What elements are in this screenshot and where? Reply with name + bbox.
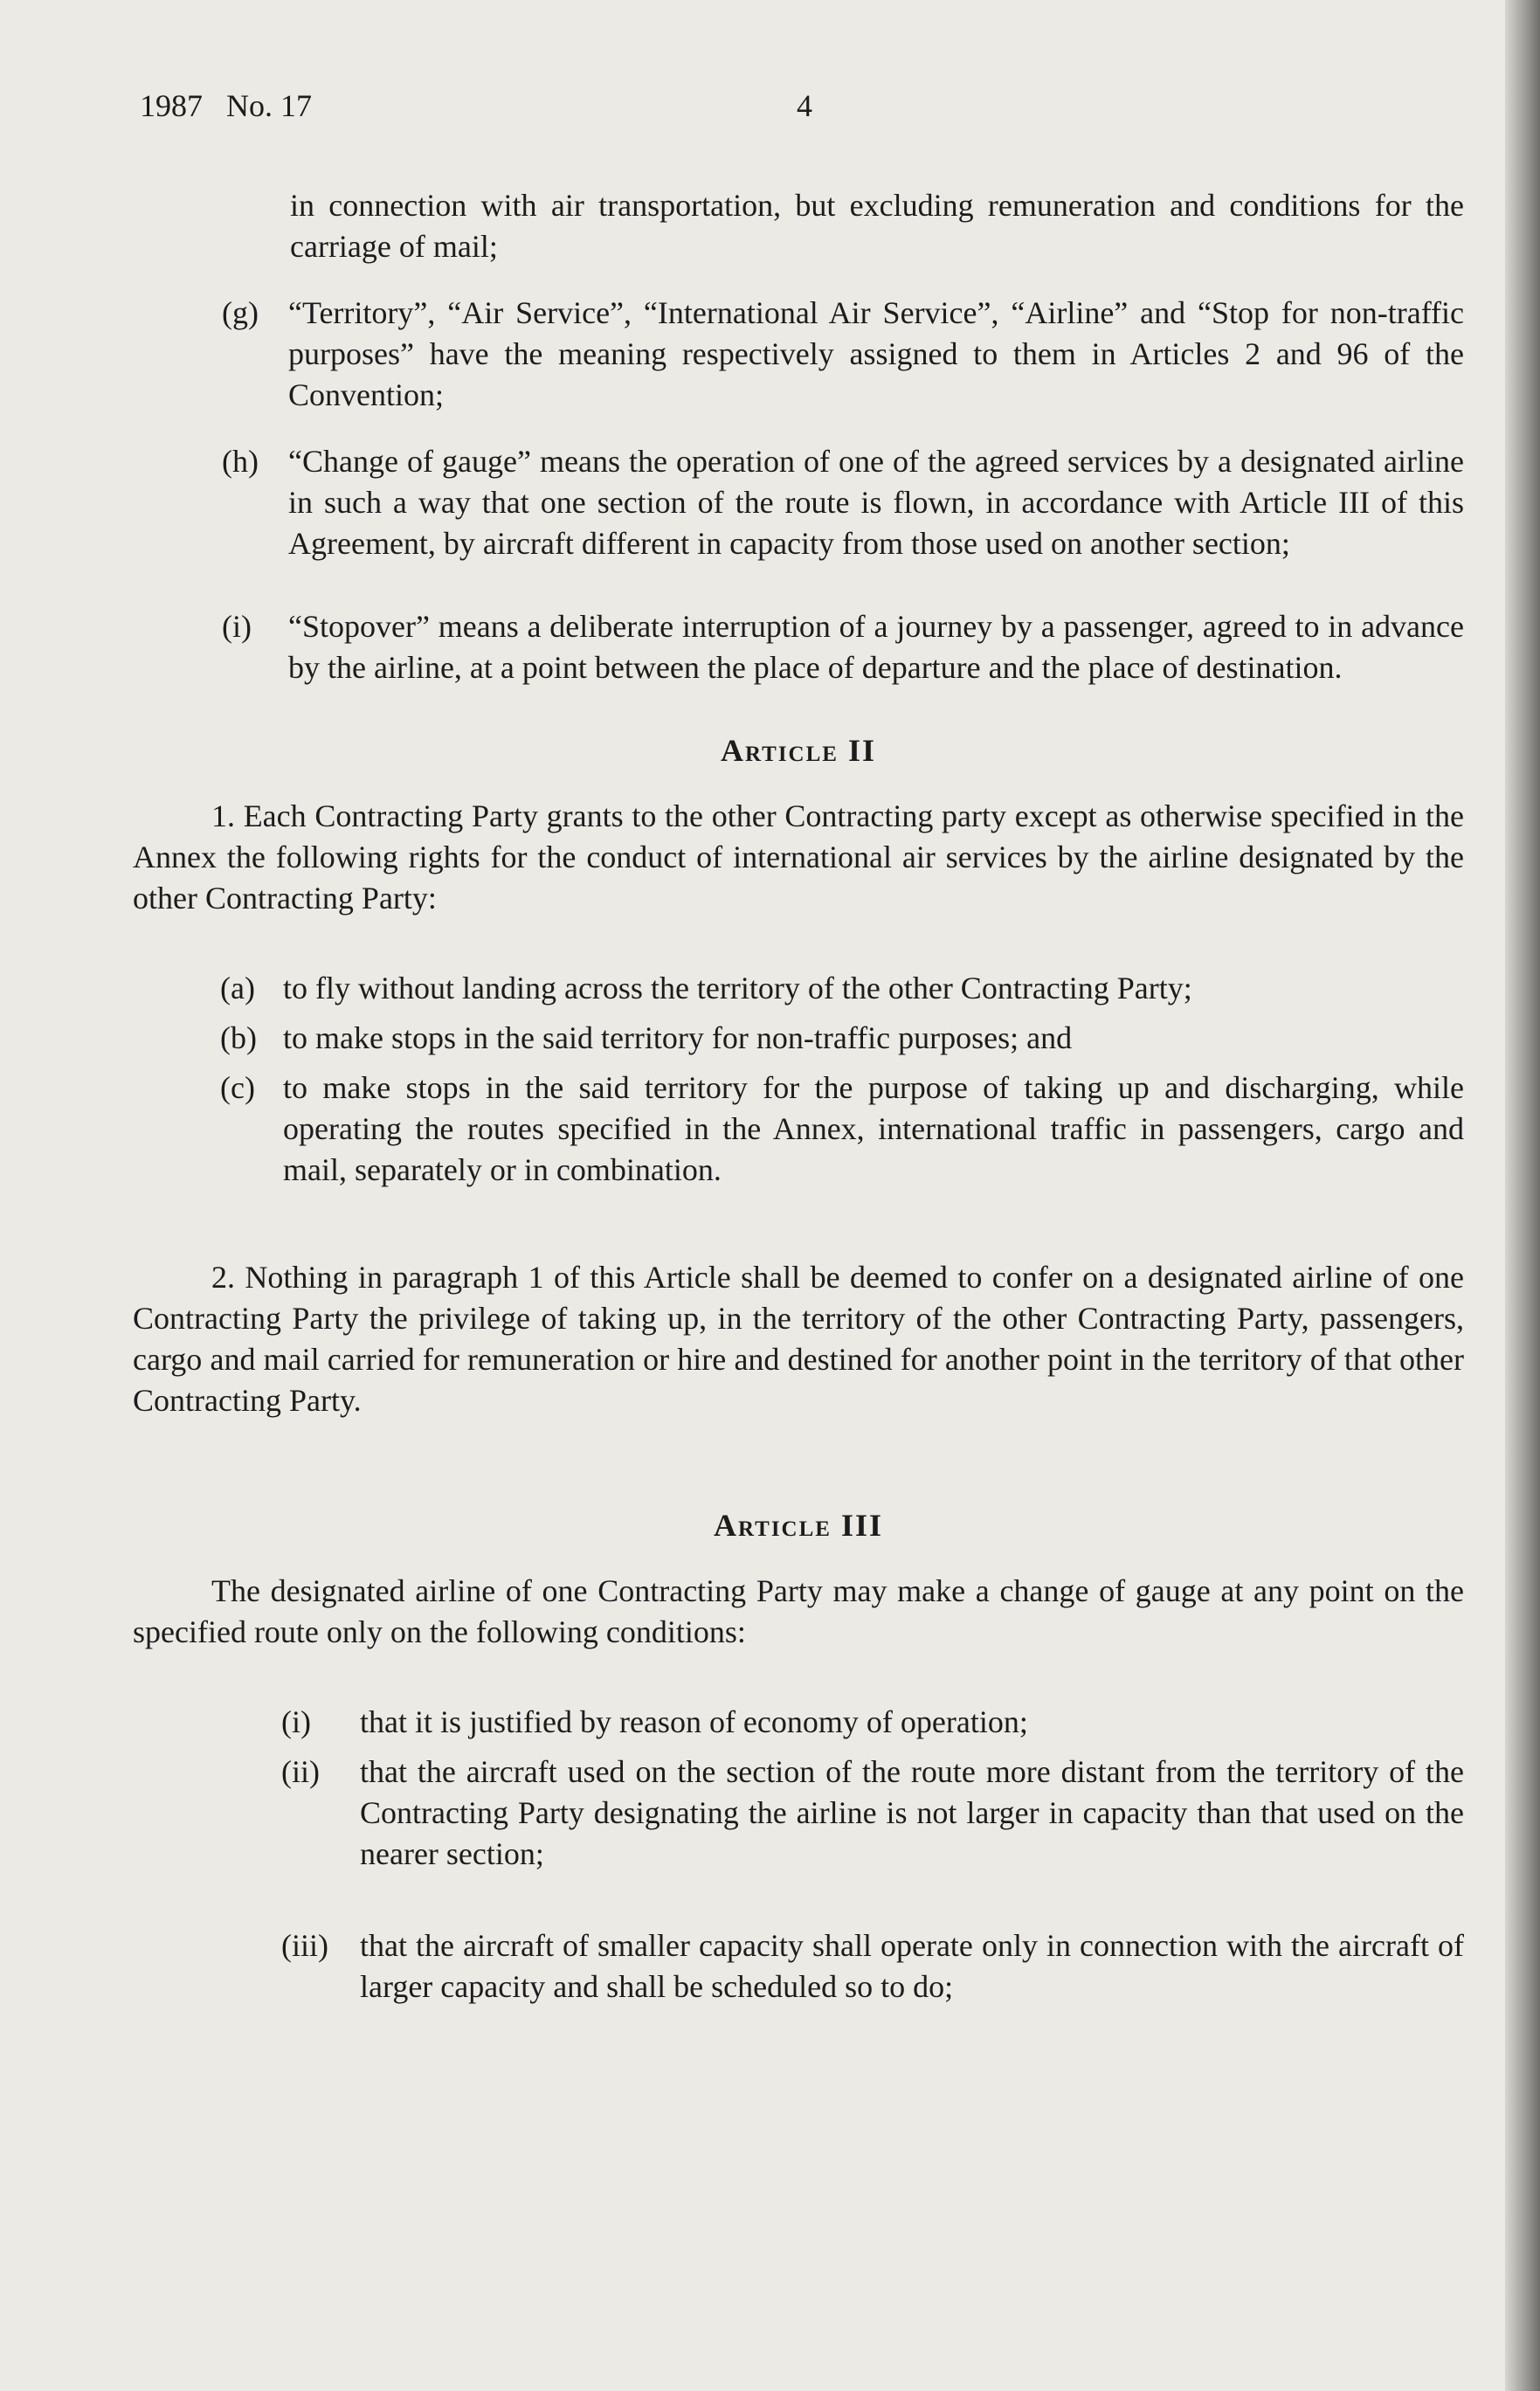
condition-label: (i) xyxy=(281,1704,311,1739)
condition-iii xyxy=(133,1925,1464,2007)
right-text: to make stops in the said territory for non-traffic purposes; and xyxy=(283,1020,1073,1055)
condition-text: that the aircraft of smaller capacity shall operate only in connection with the aircraft of larger capacity and shall be scheduled so to do; xyxy=(360,1928,1464,2004)
definition-i xyxy=(133,606,1464,688)
article-2-heading: Article II xyxy=(720,733,876,768)
definition-text: “Change of gauge” means the operation of one of the agreed services by a designated airline in such a way that one section of the route is flown, in accordance with Article III of this Agreement, by aircraft different in capacity from those used on another section; xyxy=(288,444,1464,561)
condition-i xyxy=(133,1702,1464,1743)
header-year-number: 1987 No. 17 xyxy=(140,88,312,123)
right-label: (a) xyxy=(220,971,255,1005)
right-label: (c) xyxy=(220,1070,255,1105)
right-text: to fly without landing across the territory of the other Contracting Party; xyxy=(283,971,1192,1005)
definition-text: “Stopover” means a deliberate interruption of a journey by a passenger, agreed to in advance by the airline, at a point between the place of departure and the place of destination. xyxy=(288,609,1464,685)
definition-h xyxy=(133,441,1464,564)
right-label: (b) xyxy=(220,1020,257,1055)
definition-g xyxy=(133,293,1464,416)
article-3-intro: The designated airline of one Contracting Party may make a change of gauge at any point on the specified route only on the following conditions: xyxy=(133,1573,1464,1649)
continuation-text: in connection with air transportation, but excluding remuneration and conditions for the carriage of mail; xyxy=(290,188,1464,264)
definition-text: “Territory”, “Air Service”, “International Air Service”, “Airline” and “Stop for non-traffic purposes” have the meaning respectively assigned to them in Articles 2 and 96 of the Convention; xyxy=(288,295,1464,412)
right-a xyxy=(133,968,1464,1009)
condition-label: (ii) xyxy=(281,1754,320,1789)
right-b xyxy=(133,1018,1464,1059)
page-edge-shadow xyxy=(1505,0,1540,2391)
definition-label: (g) xyxy=(222,295,259,330)
article-2-paragraph-2: 2. Nothing in paragraph 1 of this Article shall be deemed to confer on a designated airline of one Contracting Party the privilege of taking up, in the territory of the other Contracting Party, passengers, cargo and mail carried for remuneration or hire and destined for another point in the territory of that other Contracting Party. xyxy=(133,1260,1464,1418)
definition-label: (h) xyxy=(222,444,259,479)
article-3-heading: Article III xyxy=(713,1508,883,1543)
right-text: to make stops in the said territory for the purpose of taking up and discharging, while operating the routes specified in the Annex, international traffic in passengers, cargo and mail, separately or in combination. xyxy=(283,1070,1464,1187)
condition-ii xyxy=(133,1752,1464,1875)
right-c xyxy=(133,1068,1464,1191)
page-number: 4 xyxy=(797,88,812,123)
definition-label: (i) xyxy=(222,609,252,644)
condition-text: that the aircraft used on the section of the route more distant from the territory of the Contracting Party designating the airline is not larger in capacity than that used on the nearer section; xyxy=(360,1754,1464,1871)
article-2-paragraph-1: 1. Each Contracting Party grants to the other Contracting party except as otherwise specified in the Annex the following rights for the conduct of international air services by the airline designated by the other Contracting Party: xyxy=(133,798,1464,916)
document-body xyxy=(133,185,1464,2007)
page-header xyxy=(140,87,1435,131)
condition-text: that it is justified by reason of economy of operation; xyxy=(360,1704,1028,1739)
condition-label: (iii) xyxy=(281,1928,328,1963)
